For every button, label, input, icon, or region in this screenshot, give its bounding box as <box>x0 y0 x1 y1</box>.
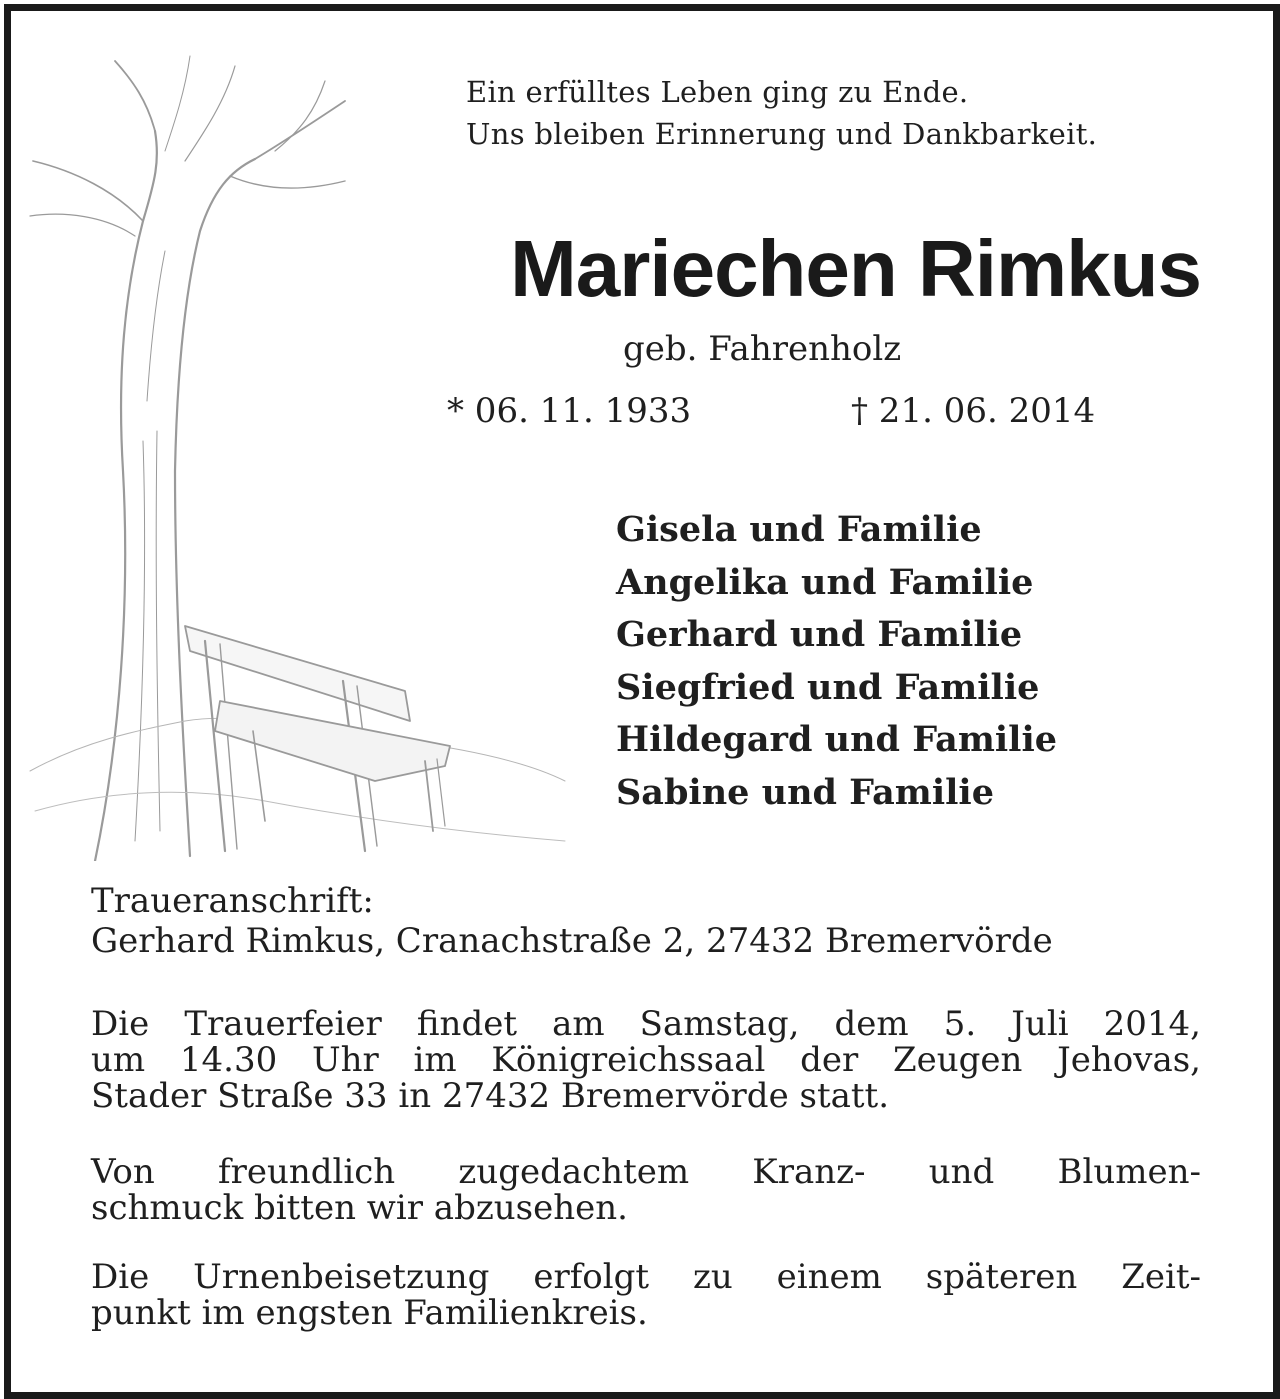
mourners-list <box>616 504 1057 819</box>
paragraph-line: Die Trauerfeier findet am Samstag, dem 5. Juli 2014, <box>91 1004 1201 1044</box>
death-date: † 21. 06. 2014 <box>851 391 1096 431</box>
motto-line: Ein erfülltes Leben ging zu Ende. <box>466 75 969 109</box>
mourner: Sabine und Familie <box>616 771 994 813</box>
address-value: Gerhard Rimkus, Cranachstraße 2, 27432 Bremervörde <box>91 921 1053 961</box>
paragraph-line: punkt im engsten Familienkreis. <box>91 1293 648 1333</box>
birth-date: * 06. 11. 1933 <box>447 391 692 431</box>
maiden-name: geb. Fahrenholz <box>623 329 902 369</box>
flowers-note-paragraph <box>91 1154 1201 1226</box>
deceased-name: Mariechen Rimkus <box>510 224 1201 313</box>
mourner: Gerhard und Familie <box>616 614 1023 655</box>
paragraph-line: Von freundlich zugedachtem Kranz- und Blumen- <box>91 1152 1201 1192</box>
mourning-address <box>91 881 1053 961</box>
mourner: Gisela und Familie <box>616 509 982 550</box>
motto-line: Uns bleiben Erinnerung und Dankbarkeit. <box>466 117 1098 151</box>
paragraph-line: Stader Straße 33 in 27432 Bremervörde statt. <box>91 1076 890 1116</box>
paragraph-line: schmuck bitten wir abzusehen. <box>91 1188 628 1228</box>
mourner: Hildegard und Familie <box>616 719 1058 760</box>
paragraph-line: um 14.30 Uhr im Königreichssaal der Zeugen Jehovas, <box>91 1040 1201 1080</box>
urn-burial-paragraph <box>91 1259 1201 1331</box>
motto <box>466 71 1097 155</box>
tree-bench-illustration <box>25 41 585 861</box>
address-label: Traueranschrift: <box>91 881 374 921</box>
funeral-info-paragraph <box>91 1006 1201 1114</box>
mourner: Siegfried und Familie <box>616 666 1040 708</box>
paragraph-line: Die Urnenbeisetzung erfolgt zu einem späteren Zeit- <box>91 1257 1201 1297</box>
mourner: Angelika und Familie <box>616 561 1034 603</box>
obituary-notice <box>4 4 1280 1399</box>
